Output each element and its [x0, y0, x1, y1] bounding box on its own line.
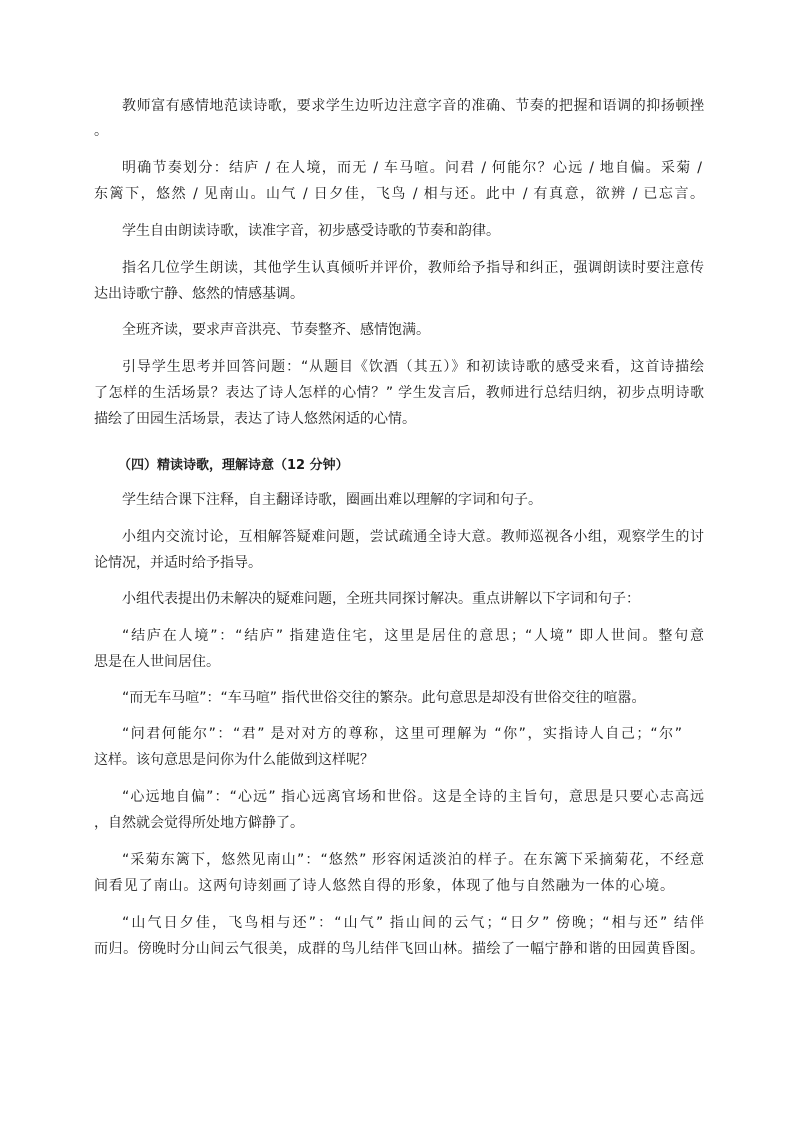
- paragraph-line: 小组代表提出仍未解决的疑难问题，全班共同探讨解决。重点讲解以下字词和句子：: [122, 591, 640, 607]
- paragraph-line: 达出诗歌宁静、悠然的情感基调。: [94, 286, 304, 302]
- paragraph-line: 学生结合课下注释，自主翻译诗歌，圈画出难以理解的字词和句子。: [122, 492, 542, 508]
- paragraph-line: 了怎样的生活场景？表达了诗人怎样的心情？” 学生发言后，教师进行总结归纳，初步点明诗歌: [94, 385, 704, 401]
- paragraph-line: 思是在人世间居住。: [94, 654, 220, 670]
- paragraph-line: “而无车马喧”：“车马喧” 指代世俗交往的繁杂。此句意思是却没有世俗交往的喧嚣。: [122, 690, 646, 706]
- paragraph-line: “结庐在人境”：“结庐” 指建造住宅，这里是居住的意思；“人境” 即人世间。整句意: [122, 628, 704, 644]
- paragraph-line: 指名几位学生朗读，其他学生认真倾听并评价，教师给予指导和纠正，强调朗读时要注意传: [122, 260, 704, 276]
- paragraph-line: 而归。傍晚时分山间云气很美，成群的鸟儿结伴飞回山林。描绘了一幅宁静和谐的田园黄昏图。: [94, 941, 704, 957]
- paragraph-line: 东篱下，悠然 / 见南山。山气 / 日夕佳，飞鸟 / 相与还。此中 / 有真意，欲辨 / 已忘言。: [94, 186, 704, 202]
- paragraph-line: “采菊东篱下，悠然见南山”：“悠然” 形容闲适淡泊的样子。在东篱下采摘菊花，不经意: [122, 852, 704, 868]
- paragraph-line: 引导学生思考并回答问题：“从题目《饮酒（其五）》和初读诗歌的感受来看，这首诗描绘: [122, 359, 704, 375]
- paragraph-line: 全班齐读，要求声音洪亮、节奏整齐、感情饱满。: [122, 322, 430, 338]
- paragraph-line: 教师富有感情地范读诗歌，要求学生边听边注意字音的准确、节奏的把握和语调的抑扬顿挫: [122, 98, 704, 114]
- paragraph-line: 明确节奏划分：结庐 / 在人境，而无 / 车马喧。问君 / 何能尔？心远 / 地自偏。采菊 /: [122, 160, 702, 176]
- paragraph-line: 论情况，并适时给予指导。: [94, 555, 262, 571]
- section-heading: （四）精读诗歌，理解诗意（12 分钟）: [118, 458, 349, 473]
- paragraph-line: ，自然就会觉得所处地方僻静了。: [94, 815, 304, 831]
- paragraph-line: 学生自由朗读诗歌，读准字音，初步感受诗歌的节奏和韵律。: [122, 223, 500, 239]
- paragraph-line: “山气日夕佳，飞鸟相与还”：“山气” 指山间的云气；“日夕” 傍晚；“相与还” 结伴: [122, 915, 704, 931]
- paragraph-line: 小组内交流讨论，互相解答疑难问题，尝试疏通全诗大意。教师巡视各小组，观察学生的讨: [122, 529, 704, 545]
- paragraph-line: 间看见了南山。这两句诗刻画了诗人悠然自得的形象，体现了他与自然融为一体的心境。: [94, 878, 674, 894]
- paragraph-line: 。: [94, 123, 108, 139]
- paragraph-line: “心远地自偏”：“心远” 指心远离官场和世俗。这是全诗的主旨句，意思是只要心志高远: [122, 789, 704, 805]
- paragraph-line: “问君何能尔”：“君” 是对对方的尊称，这里可理解为 “你”，实指诗人自己；“尔”: [122, 726, 682, 742]
- paragraph-line: 描绘了田园生活场景，表达了诗人悠然闲适的心情。: [94, 411, 416, 427]
- paragraph-line: 这样。该句意思是问你为什么能做到这样呢？: [94, 752, 374, 768]
